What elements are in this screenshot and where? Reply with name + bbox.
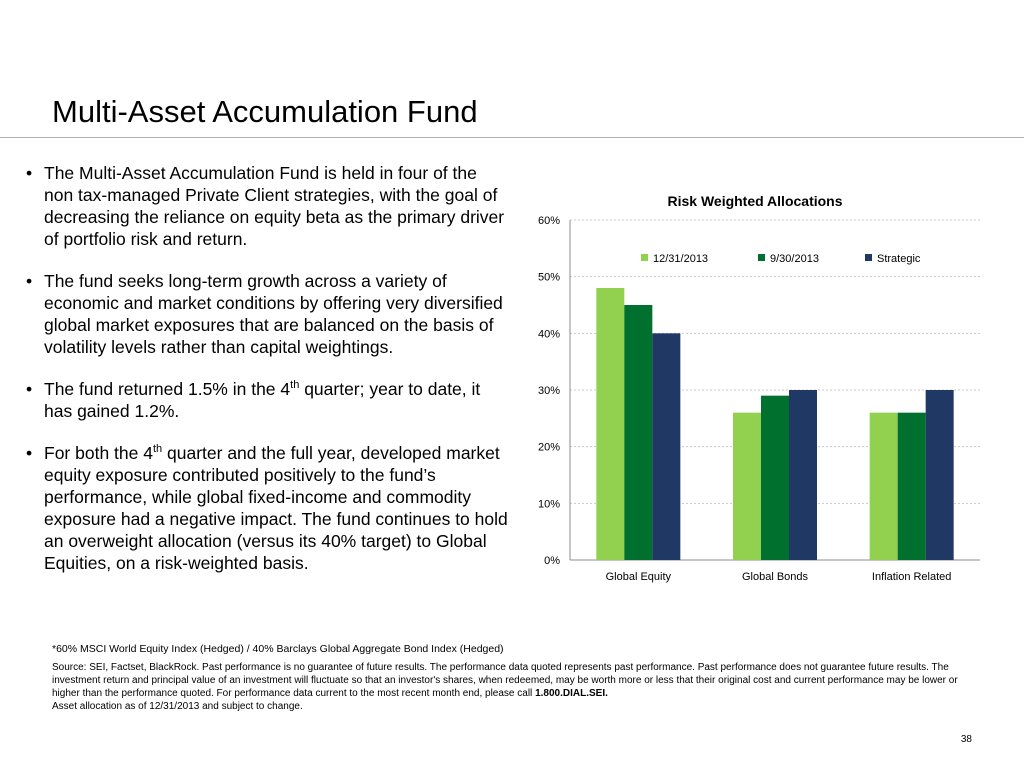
y-tick-label: 0%: [544, 555, 560, 567]
bullet-text: The Multi-Asset Accumulation Fund is held in four of the non tax-managed Private Client strategies, with the goal of decreasing the reliance on equity beta as the primary driver of portfolio risk and return.: [44, 163, 505, 249]
y-tick-label: 30%: [537, 385, 560, 397]
bullet-item: [22, 270, 508, 358]
bar-9-30-2013-global-equity: [624, 305, 652, 560]
legend-swatch: [865, 254, 872, 261]
bar-strategic-global-equity: [652, 333, 680, 560]
bar-12-31-2013-global-bonds: [733, 413, 761, 560]
index-footnote: *60% MSCI World Equity Index (Hedged) / 40% Barclays Global Aggregate Bond Index (Hedged): [52, 643, 504, 655]
bullet-superscript: th: [152, 443, 163, 456]
bullet-dot-icon: •: [26, 443, 33, 463]
legend-swatch: [641, 254, 648, 261]
allocation-note: Asset allocation as of 12/31/2013 and subject to change.: [52, 701, 303, 712]
bar-strategic-inflation-related: [926, 390, 954, 560]
y-tick-label: 40%: [537, 328, 560, 341]
bullet-item: [22, 162, 508, 250]
bullet-text-end: quarter and the full year, developed market equity exposure contributed positively to the fund’s performance, while global fixed-income and commodity exposure had a negative impact. The fund continues to hold an overweight allocation (versus its 40% target) to Global Equities, on a risk-weighted basis.: [44, 443, 508, 573]
bullet-dot-icon: •: [26, 163, 33, 183]
bar-strategic-global-bonds: [789, 390, 817, 560]
bar-9-30-2013-global-bonds: [761, 396, 789, 560]
bullet-superscript: th: [290, 379, 300, 392]
bullet-text: The fund seeks long-term growth across a variety of economic and market conditions by offering very diversified global market exposures that are balanced on the basis of volatility levels rather than capital weightings.: [44, 271, 503, 357]
bullet-item: [22, 442, 508, 574]
y-tick-label: 20%: [537, 441, 560, 454]
legend-label: Strategic: [877, 253, 921, 265]
bullet-text-start: For both the 4: [44, 443, 153, 463]
y-tick-label: 10%: [537, 498, 560, 511]
page-number: 38: [960, 734, 972, 745]
title-divider: [0, 137, 1024, 138]
source-text: Source: SEI, Factset, BlackRock. Past performance is no guarantee of future results. The performance data quoted represents past performance. Past performance does not guarantee future results. The investment return and principal value of an investment will fluctuate so that an investor's shares, when redeemed, may be worth more or less that their original cost and current performance may be lower or higher than the performance quoted. For performance data current to the most recent month end, please call: [52, 662, 958, 699]
bullet-text-start: The fund returned 1.5% in the 4: [44, 379, 291, 399]
x-tick-label: Inflation Related: [871, 571, 952, 583]
x-tick-label: Global Equity: [605, 571, 672, 583]
bullet-text-end: quarter; year to date, it has gained 1.2%.: [44, 379, 481, 421]
y-tick-label: 60%: [537, 215, 560, 227]
x-tick-label: Global Bonds: [741, 571, 809, 583]
bar-12-31-2013-global-equity: [596, 288, 624, 560]
y-tick-label: 50%: [537, 271, 560, 284]
chart-svg: [520, 185, 990, 595]
bullet-item: [22, 378, 508, 422]
source-disclaimer: [52, 661, 972, 713]
phone-number: 1.800.DIAL.SEI.: [535, 688, 608, 699]
chart-title: Risk Weighted Allocations: [667, 193, 843, 209]
bar-9-30-2013-inflation-related: [898, 413, 926, 560]
legend-swatch: [758, 254, 765, 261]
bullet-dot-icon: •: [26, 379, 33, 399]
bar-12-31-2013-inflation-related: [870, 413, 898, 560]
legend-label: 12/31/2013: [653, 253, 709, 265]
bullet-list: [22, 162, 508, 594]
legend-label: 9/30/2013: [770, 253, 819, 265]
slide-title: Multi-Asset Accumulation Fund: [52, 94, 478, 129]
bullet-dot-icon: •: [26, 271, 33, 291]
risk-allocation-chart: [520, 185, 990, 595]
